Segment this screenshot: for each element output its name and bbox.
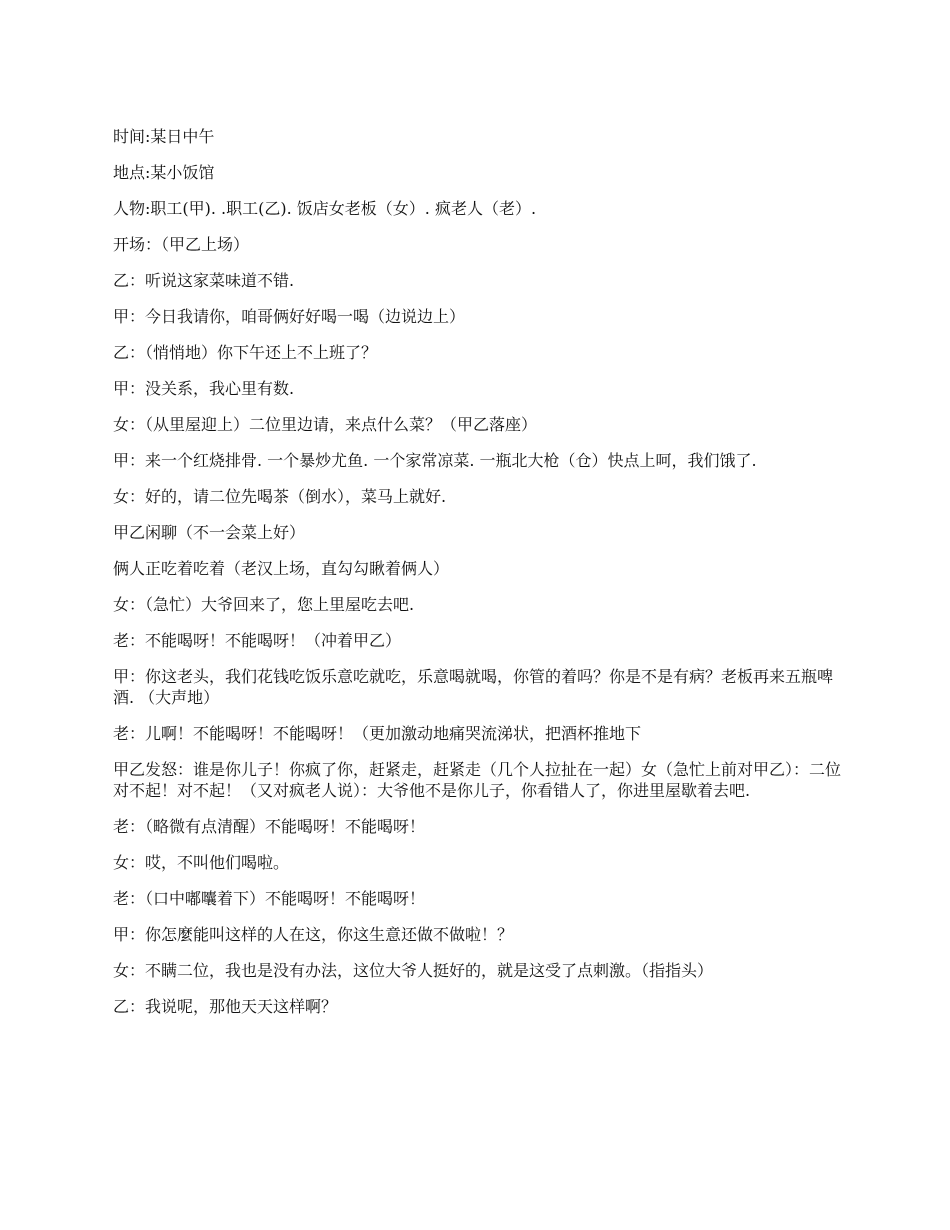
stage-direction: 俩人正吃着吃着（老汉上场，直勾勾瞅着俩人） xyxy=(113,559,450,578)
dialogue-line: 女：好的，请二位先喝茶（倒水），菜马上就好. xyxy=(113,487,447,506)
dialogue-line: 甲：你怎麼能叫这样的人在这，你这生意还做不做啦！？ xyxy=(113,925,514,944)
dialogue-line: 老：不能喝呀！不能喝呀！（冲着甲乙） xyxy=(113,631,402,650)
paragraph-characters: 人物:职工(甲). .职工(乙). 饭店女老板（女）. 疯老人（老）. xyxy=(113,199,537,218)
dialogue-line: 女：不瞒二位，我也是没有办法，这位大爷人挺好的，就是这受了点刺激。（指指头） xyxy=(113,961,714,980)
dialogue-line: 甲：没关系，我心里有数. xyxy=(113,379,295,398)
dialogue-line: 甲乙发怒：谁是你儿子！你疯了你，赶紧走，赶紧走（几个人拉扯在一起）女（急忙上前对甲乙）：二位对不起！对不起！（又对疯老人说）：大爷他不是你儿子，你看错人了，你进里屋歇着去吧. xyxy=(113,760,842,800)
dialogue-line: 女：（急忙）大爷回来了，您上里屋吃去吧. xyxy=(113,595,415,614)
dialogue-line: 老：儿啊！不能喝呀！不能喝呀！（更加激动地痛哭流涕状，把酒杯推地下 xyxy=(113,724,642,743)
dialogue-line: 乙：（悄悄地）你下午还上不上班了？ xyxy=(113,343,378,362)
paragraph-time: 时间:某日中午 xyxy=(113,127,215,146)
dialogue-line: 乙：听说这家菜味道不错. xyxy=(113,271,295,290)
dialogue-line: 老：（略微有点清醒）不能喝呀！不能喝呀！ xyxy=(113,817,426,836)
dialogue-line: 乙：我说呢，那他天天这样啊？ xyxy=(113,997,338,1016)
dialogue-line: 甲：你这老头，我们花钱吃饭乐意吃就吃，乐意喝就喝，你管的着吗？你是不是有病？老板再来五瓶啤酒. （大声地） xyxy=(113,667,834,707)
paragraph-opening: 开场：（甲乙上场） xyxy=(113,235,250,254)
dialogue-line: 甲：来一个红烧排骨. 一个暴炒尤鱼. 一个家常凉菜. 一瓶北大枪（仓）快点上呵，我们饿了. xyxy=(113,451,757,470)
paragraph-place: 地点:某小饭馆 xyxy=(113,163,215,182)
stage-direction: 甲乙闲聊（不一会菜上好） xyxy=(113,523,306,542)
dialogue-line: 甲：今日我请你，咱哥俩好好喝一喝（边说边上） xyxy=(113,307,466,326)
document-page xyxy=(113,126,843,1032)
dialogue-line: 女：哎，不叫他们喝啦。 xyxy=(113,853,290,872)
dialogue-line: 老：（口中嘟囔着下）不能喝呀！不能喝呀！ xyxy=(113,889,426,908)
dialogue-line: 女：（从里屋迎上）二位里边请，来点什么菜？（甲乙落座） xyxy=(113,415,538,434)
